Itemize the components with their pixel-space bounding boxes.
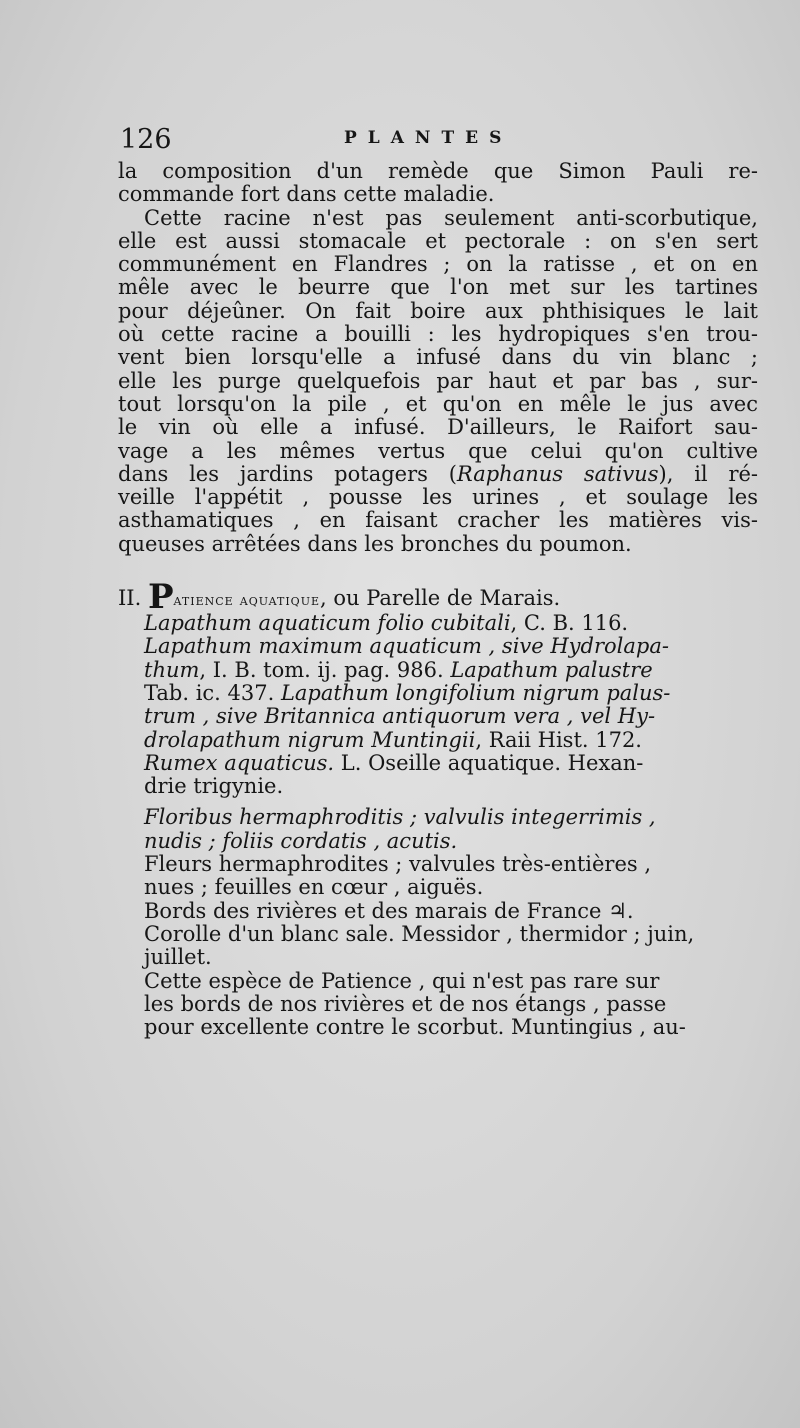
synonym-line — [118, 659, 758, 682]
text-line-with-latin — [118, 463, 758, 486]
latin-synonym: Lapathum palustre — [450, 657, 653, 682]
text-line: commande fort dans cette maladie. — [118, 182, 495, 207]
paragraph-remede — [118, 160, 758, 207]
reference: Tab. ic. 437. — [144, 680, 275, 705]
text-line: veille l'appétit , pousse les urines , et soulage les — [118, 485, 758, 510]
section-divider — [118, 556, 758, 582]
text-fragment: ), il ré- — [658, 461, 759, 486]
reference: , Raii Hist. 172. — [475, 727, 642, 752]
text-line: Bords des rivières et des marais de France ♃. — [144, 898, 634, 923]
text-line: Cette espèce de Patience , qui n'est pas rare sur — [144, 968, 660, 993]
reference: , I. B. tom. ij. pag. 986. — [199, 657, 444, 682]
latin-name: Raphanus sativus — [456, 461, 659, 486]
page-number: 126 — [120, 124, 172, 155]
section-title-caps: atience aquatique — [173, 590, 320, 610]
reference: drie trigynie. — [144, 774, 284, 799]
text-line: tout lorsqu'on la pile , et qu'on en mêle le jus avec — [118, 391, 758, 416]
text-line: nudis ; foliis cordatis , acutis. — [144, 828, 458, 853]
text-line: communément en Flandres ; on la ratisse , et on en — [118, 252, 758, 277]
text-line: la composition d'un remède que Simon Pauli re- — [118, 159, 758, 183]
synonym-line — [118, 705, 758, 728]
paragraph-raifort — [118, 207, 758, 556]
synonym-line — [118, 682, 758, 705]
text-line: Corolle d'un blanc sale. Messidor , thermidor ; juin, — [144, 921, 695, 946]
latin-description — [118, 806, 758, 853]
latin-synonym: drolapathum nigrum Muntingii — [144, 727, 476, 752]
text-fragment: dans les jardins potagers ( — [118, 461, 457, 486]
page-header — [118, 120, 758, 160]
text-line: vent bien lorsqu'elle a infusé dans du vin blanc ; — [118, 345, 758, 370]
latin-synonym: Lapathum aquaticum folio cubitali — [144, 611, 511, 636]
synonym-line — [118, 612, 758, 635]
section-title-rest: , ou Parelle de Marais. — [320, 586, 561, 611]
text-line: Fleurs hermaphrodites ; valvules très-entières , — [144, 852, 652, 877]
section-initial: P — [147, 577, 174, 618]
text-line: le vin où elle a infusé. D'ailleurs, le Raifort sau- — [118, 415, 758, 440]
text-line: elle est aussi stomacale et pectorale : on s'en sert — [118, 228, 758, 253]
running-title: PLANTES — [344, 128, 513, 148]
latin-synonym: Lapathum longifolium nigrum palus- — [280, 680, 671, 705]
linnaean-name: Rumex aquaticus. — [144, 750, 335, 775]
closing-paragraph — [118, 970, 758, 1040]
synonyms — [118, 612, 758, 798]
section-heading — [118, 577, 758, 618]
text-line: Floribus hermaphroditis ; valvulis integerrimis , — [144, 805, 656, 830]
text-line: les bords de nos rivières et de nos étangs , passe — [144, 991, 667, 1016]
text-line: Cette racine n'est pas seulement anti-scorbutique, — [144, 205, 758, 230]
section-numeral: II. — [118, 586, 142, 611]
text-line: pour excellente contre le scorbut. Muntingius , au- — [144, 1015, 686, 1040]
synonym-line — [118, 775, 758, 798]
reference: L. Oseille aquatique. Hexan- — [340, 750, 644, 775]
text-line: mêle avec le beurre que l'on met sur les tartines — [118, 275, 758, 300]
text-line: asthamatiques , en faisant cracher les matières vis- — [118, 508, 758, 533]
synonym-line — [118, 729, 758, 752]
latin-synonym: trum , sive Britannica antiquorum vera , vel Hy- — [144, 704, 656, 729]
latin-synonym: thum — [144, 657, 200, 682]
text-block — [118, 120, 758, 1039]
text-line: où cette racine a bouilli : les hydropiques s'en trou- — [118, 322, 758, 347]
french-description — [118, 853, 758, 900]
habitat — [118, 900, 758, 970]
text-line: elle les purge quelquefois par haut et par bas , sur- — [118, 368, 758, 393]
synonym-line — [118, 752, 758, 775]
latin-synonym: Lapathum maximum aquaticum , sive Hydrolapa- — [144, 634, 669, 659]
text-line: vage a les mêmes vertus que celui qu'on cultive — [118, 438, 758, 463]
reference: , C. B. 116. — [510, 611, 629, 636]
text-line: queuses arrêtées dans les bronches du poumon. — [118, 531, 632, 556]
text-line: juillet. — [144, 945, 212, 970]
text-line: nues ; feuilles en cœur , aiguës. — [144, 875, 484, 900]
text-line: pour déjeûner. On fait boire aux phthisiques le lait — [118, 298, 758, 323]
synonym-line — [118, 635, 758, 658]
